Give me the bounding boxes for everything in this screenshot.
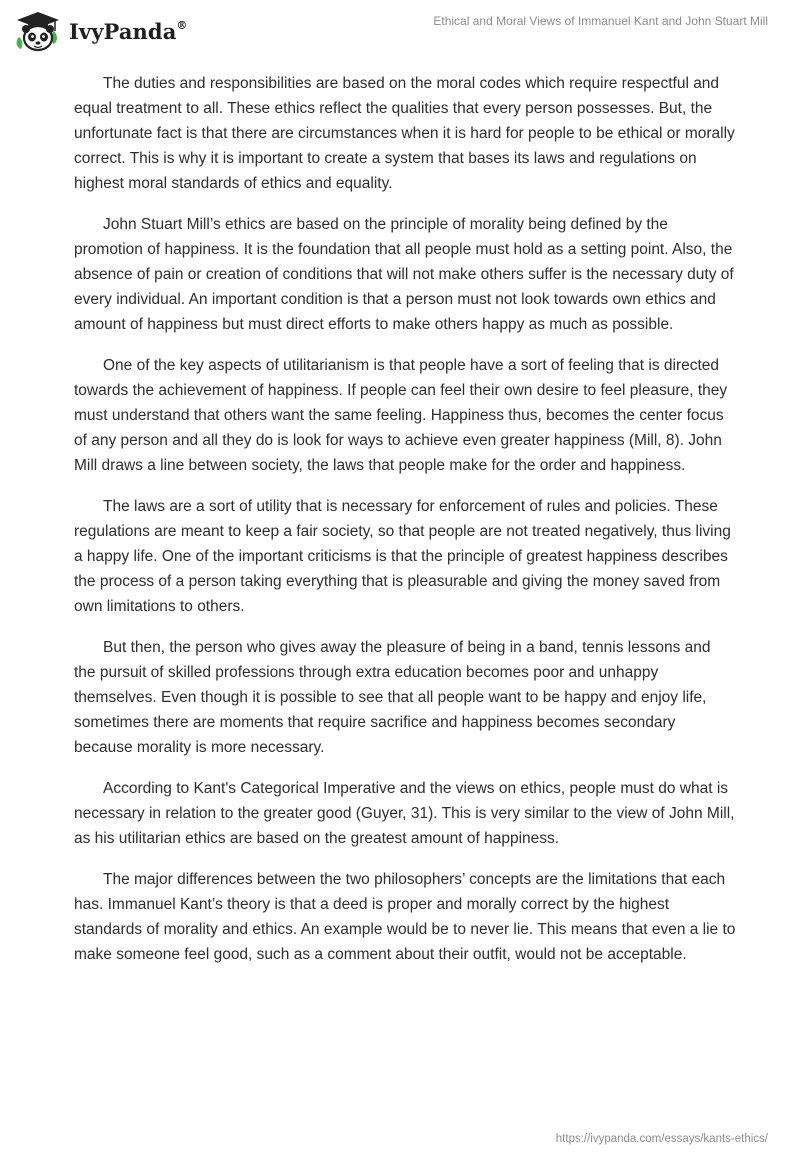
brand-name-text: IvyPanda bbox=[69, 18, 177, 44]
paragraph: The major differences between the two philosophers’ concepts are the limitations that each has. Immanuel Kant’s theory is that a deed is proper and morally correct by the highest standards of morality and ethics. An example would be to never lie. This means that even a lie to make someone feel good, such as a comment about their outfit, would not be acceptable. bbox=[74, 871, 736, 963]
paragraph: One of the key aspects of utilitarianism is that people have a sort of feeling that is directed towards the achievement of happiness. If people can feel their own desire to feel pleasure, they must understand that others want the same feeling. Happiness thus, becomes the center focus of any person and all they do is look for ways to achieve even greater happiness (Mill, 8). John Mill draws a line between society, the laws that people make for the order and happiness. bbox=[74, 357, 728, 474]
page-header bbox=[0, 0, 800, 64]
paragraph: The laws are a sort of utility that is necessary for enforcement of rules and policies. These regulations are meant to keep a fair society, so that people are not treated negatively, thus living a happy life. One of the important criticisms is that the principle of greatest happiness describes the process of a person taking everything that is pleasurable and giving the money saved from own limitations to others. bbox=[74, 498, 731, 615]
document-title: Ethical and Moral Views of Immanuel Kant and John Stuart Mill bbox=[433, 14, 768, 28]
panda-graduation-cap-icon bbox=[13, 9, 63, 53]
paragraph: John Stuart Mill’s ethics are based on the principle of morality being defined by the promotion of happiness. It is the foundation that all people must hold as a setting point. Also, the absence of pain or creation of conditions that will not make others suffer is the necessary duty of every individual. An important condition is that a person must not look towards own ethics and amount of happiness but must direct efforts to make others happy as much as possible. bbox=[74, 216, 734, 333]
paragraph: According to Kant's Categorical Imperative and the views on ethics, people must do what is necessary in relation to the greater good (Guyer, 31). This is very similar to the view of John Mill, as his utilitarian ethics are based on the greatest amount of happiness. bbox=[74, 780, 735, 847]
ivypanda-logo[interactable] bbox=[13, 9, 188, 53]
source-url-link[interactable]: https://ivypanda.com/essays/kants-ethics/ bbox=[555, 1133, 768, 1145]
essay-body bbox=[74, 71, 736, 983]
brand-name bbox=[69, 19, 188, 44]
paragraph: But then, the person who gives away the pleasure of being in a band, tennis lessons and the pursuit of skilled professions through extra education becomes poor and unhappy themselves. Even though it is possible to see that all people want to be happy and enjoy life, sometimes there are moments that require sacrifice and happiness becomes secondary because morality is more necessary. bbox=[74, 639, 711, 756]
registered-mark: ® bbox=[176, 18, 188, 32]
paragraph: The duties and responsibilities are based on the moral codes which require respectful and equal treatment to all. These ethics reflect the qualities that every person possesses. But, the unfortunate fact is that there are circumstances when it is hard for people to be ethical or morally correct. This is why it is important to create a system that bases its laws and regulations on highest moral standards of ethics and equality. bbox=[74, 75, 735, 192]
